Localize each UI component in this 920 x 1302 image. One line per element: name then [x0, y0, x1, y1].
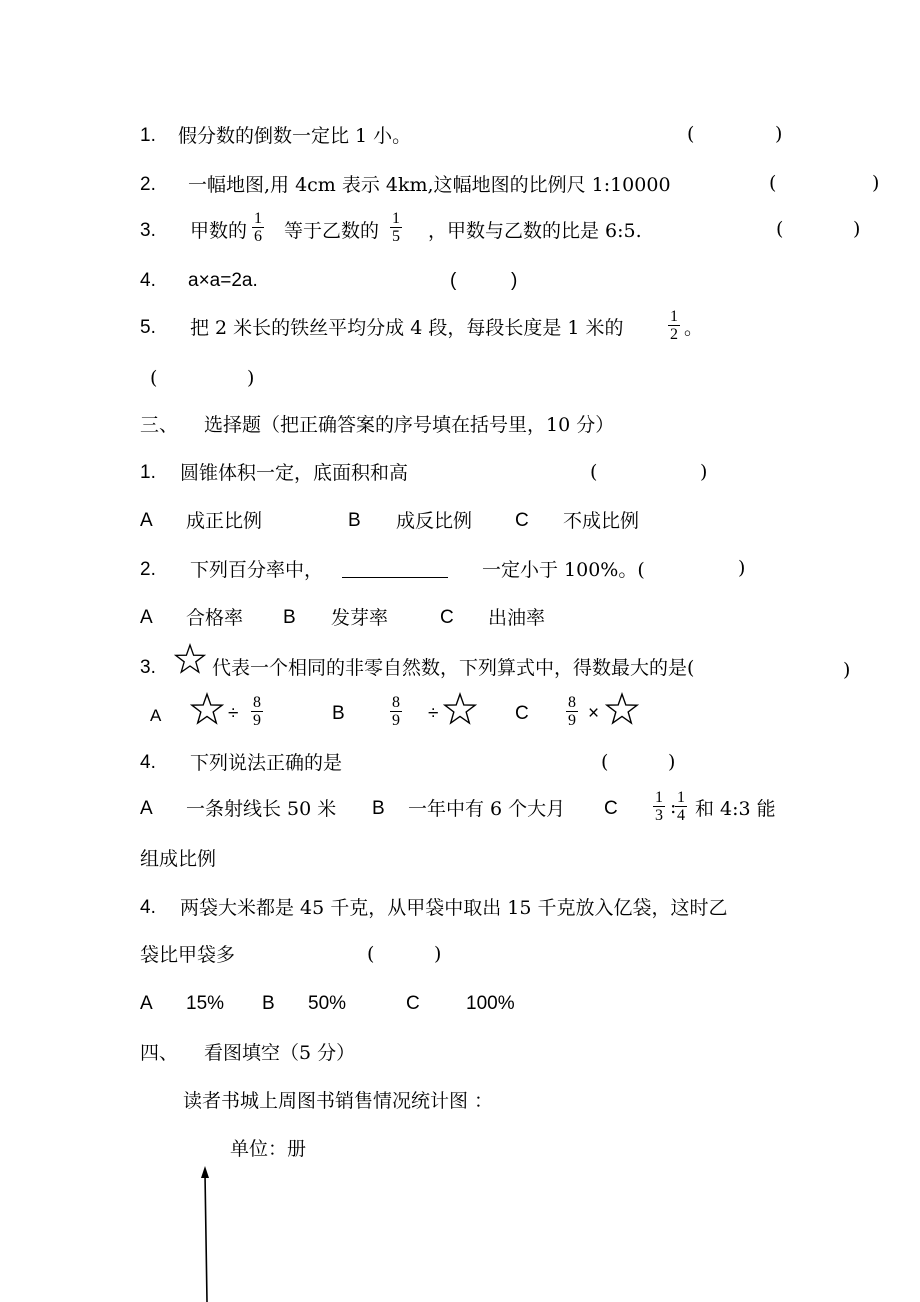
c4-number: 4. [140, 752, 156, 773]
c3-c-fraction-den: 9 [568, 712, 576, 729]
q4-left-paren: ( [450, 270, 457, 291]
c4-left-paren: ( [601, 751, 609, 773]
q3-fraction-1 [252, 210, 264, 245]
q3-text-a: 甲数的 [190, 220, 248, 242]
c3-option-a-letter: A [150, 706, 162, 725]
chart-caption: 读者书城上周图书销售情况统计图 ： [183, 1090, 494, 1112]
c5-option-c: 100% [466, 993, 515, 1014]
q5-fraction-den: 2 [670, 326, 678, 343]
c4-option-c-cont: 组成比例 [140, 848, 217, 870]
c3-number: 3. [140, 657, 156, 678]
q3-text-c: ，甲数与乙数的比是 6:5. [428, 220, 642, 242]
c5-right-paren: ) [434, 943, 442, 965]
c2-option-c-letter: C [440, 607, 454, 628]
c4-fraction-1-num: 1 [655, 789, 663, 806]
c4-text: 下列说法正确的是 [190, 752, 343, 774]
section3-title: 选择题（把正确答案的序号填在括号里，10 分） [204, 414, 615, 436]
q1-number: 1. [140, 125, 156, 146]
c5-option-b-letter: B [262, 993, 275, 1014]
c2-option-c: 出油率 [488, 607, 546, 629]
c1-left-paren: ( [590, 461, 598, 483]
c3-c-fraction-num: 8 [568, 694, 576, 711]
q5-left-paren: ( [150, 367, 158, 389]
c4-option-c-letter: C [604, 798, 618, 819]
c1-option-c: 不成比例 [563, 510, 640, 532]
q1-left-paren: ( [687, 123, 695, 145]
section4-number: 四、 [140, 1042, 179, 1064]
c3-a-fraction [251, 694, 263, 729]
q3-fraction-2-den: 5 [392, 228, 400, 245]
c2-option-b: 发芽率 [331, 607, 389, 629]
c3-c-multiply: × [588, 703, 600, 724]
q5-fraction [668, 308, 680, 343]
q1-text: 假分数的倒数一定比 1 小。 [178, 125, 412, 147]
c5-option-a: 15% [186, 993, 225, 1014]
c2-right-paren: ) [738, 557, 746, 579]
section4-title: 看图填空（5 分） [204, 1042, 356, 1064]
c5-option-b: 50% [308, 993, 347, 1014]
c3-b-fraction-den: 9 [392, 712, 400, 729]
q4-number: 4. [140, 270, 156, 291]
c2-option-a: 合格率 [186, 607, 244, 629]
chart-unit-label: 单位：册 [230, 1138, 307, 1160]
q2-right-paren: ) [872, 172, 880, 194]
c3-b-divide: ÷ [428, 703, 439, 724]
c1-right-paren: ) [700, 461, 708, 483]
star-icon [190, 692, 224, 726]
star-icon [174, 643, 206, 675]
c4-fraction-2-den: 4 [677, 807, 685, 824]
c4-option-b: 一年中有 6 个大月 [408, 798, 566, 820]
c4-option-a-letter: A [140, 798, 153, 819]
q3-fraction-2 [390, 210, 402, 245]
c1-option-a: 成正比例 [186, 510, 263, 532]
q2-number: 2. [140, 174, 156, 195]
c3-right-paren: ) [843, 659, 851, 681]
c3-b-fraction [390, 694, 402, 729]
star-icon [443, 692, 477, 726]
c2-option-b-letter: B [283, 607, 296, 628]
q5-right-paren: ) [247, 367, 255, 389]
c2-blank-line [342, 577, 448, 578]
c3-a-divide: ÷ [228, 703, 239, 724]
c5-option-c-letter: C [406, 993, 420, 1014]
q4-right-paren: ) [511, 270, 518, 291]
c2-text-b: 一定小于 100%。( [482, 559, 645, 581]
c4-fraction-1 [653, 789, 665, 824]
c4-right-paren: ) [668, 751, 676, 773]
c3-a-fraction-den: 9 [253, 712, 261, 729]
q3-text-b: 等于乙数的 [284, 220, 380, 242]
q3-fraction-1-num: 1 [254, 210, 262, 227]
c1-number: 1. [140, 462, 156, 483]
c3-option-b-letter: B [332, 703, 345, 724]
c4-fraction-2 [675, 789, 687, 824]
c5-number: 4. [140, 897, 156, 918]
q5-fraction-num: 1 [670, 308, 678, 325]
q2-left-paren: ( [769, 172, 777, 194]
c1-option-a-letter: A [140, 510, 153, 531]
c5-option-a-letter: A [140, 993, 153, 1014]
c1-option-b: 成反比例 [396, 510, 473, 532]
c2-number: 2. [140, 559, 156, 580]
q3-fraction-1-den: 6 [254, 228, 262, 245]
y-axis-line [205, 1174, 207, 1302]
q4-text: a×a=2a. [188, 270, 258, 291]
c4-option-a: 一条射线长 50 米 [186, 798, 337, 820]
c4-fraction-1-den: 3 [655, 807, 663, 824]
q5-text: 把 2 米长的铁丝平均分成 4 段，每段长度是 1 米的 [190, 317, 624, 339]
c4-fraction-2-num: 1 [677, 789, 685, 806]
q3-right-paren: ) [853, 218, 861, 240]
c3-text: 代表一个相同的非零自然数，下列算式中，得数最大的是( [212, 657, 695, 679]
c2-text-a: 下列百分率中， [190, 559, 324, 581]
q3-fraction-2-num: 1 [392, 210, 400, 227]
c1-option-c-letter: C [515, 510, 529, 531]
c4-option-b-letter: B [372, 798, 385, 819]
q2-text: 一幅地图,用 4cm 表示 4km,这幅地图的比例尺 1:10000 [188, 174, 671, 196]
c2-option-a-letter: A [140, 607, 153, 628]
q3-left-paren: ( [776, 218, 784, 240]
c5-text: 两袋大米都是 45 千克，从甲袋中取出 15 千克放入亿袋，这时乙 [180, 897, 728, 919]
q5-end: 。 [684, 317, 704, 339]
q1-right-paren: ) [775, 123, 783, 145]
c4-colon: : [670, 796, 677, 818]
c5-text-cont: 袋比甲袋多 [140, 944, 236, 966]
c5-left-paren: ( [367, 943, 375, 965]
c3-b-fraction-num: 8 [392, 694, 400, 711]
q5-number: 5. [140, 317, 156, 338]
c1-text: 圆锥体积一定，底面积和高 [180, 462, 409, 484]
section3-number: 三、 [140, 414, 179, 436]
c3-option-c-letter: C [515, 703, 529, 724]
c3-c-fraction [566, 694, 578, 729]
c4-option-c: 和 4:3 能 [695, 798, 776, 820]
chart-y-axis-arrow [198, 1160, 218, 1302]
star-icon [605, 692, 639, 726]
c3-a-fraction-num: 8 [253, 694, 261, 711]
c1-option-b-letter: B [348, 510, 361, 531]
q3-number: 3. [140, 220, 156, 241]
